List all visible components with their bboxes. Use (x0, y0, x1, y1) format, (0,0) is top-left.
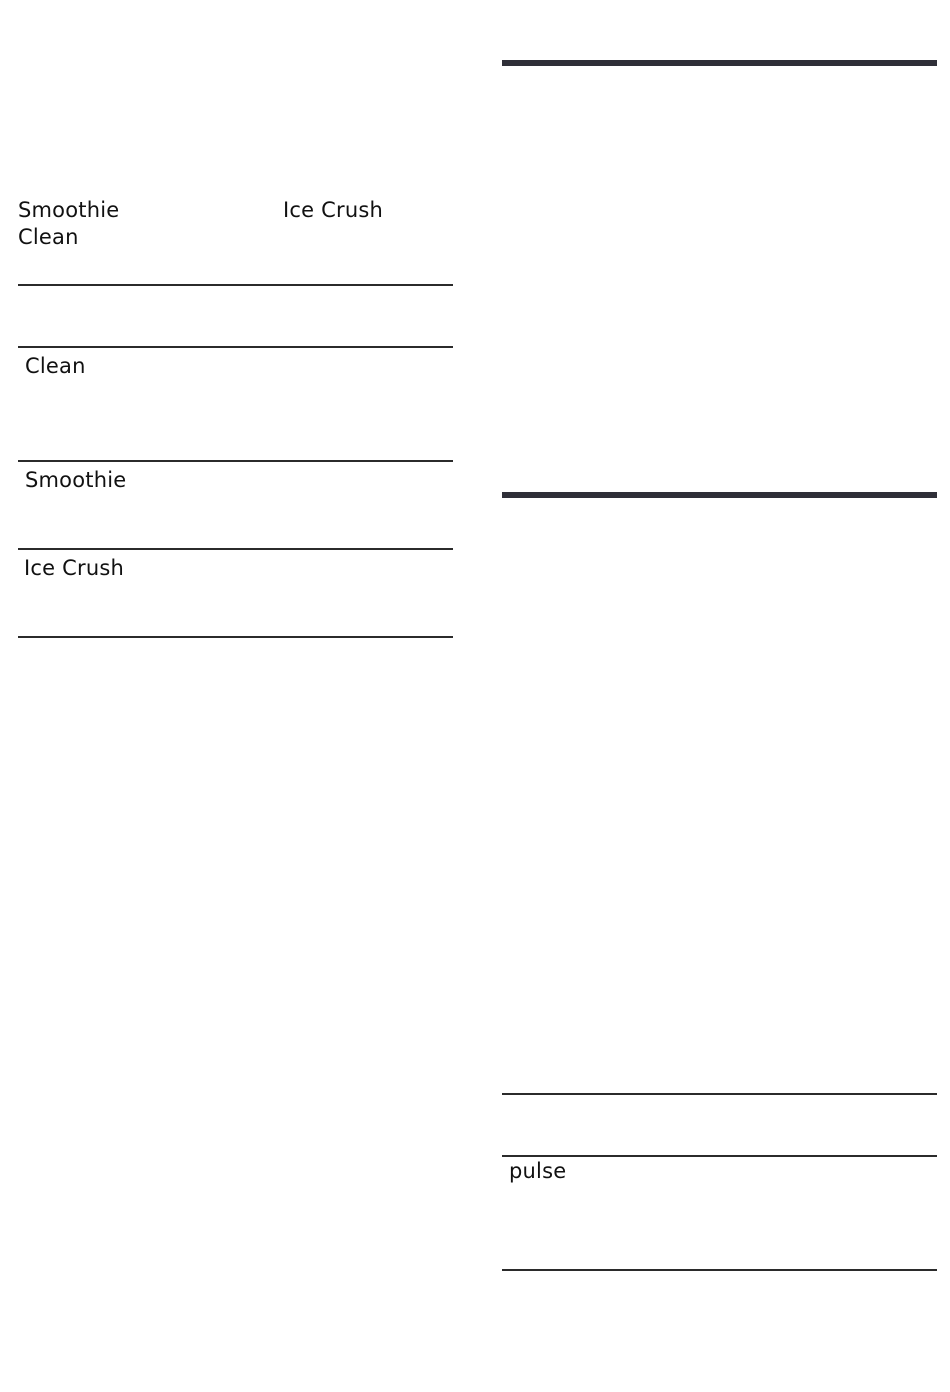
section-heading-rule (502, 60, 937, 66)
table-bottom-rule (502, 1269, 937, 1271)
row-divider (18, 460, 453, 462)
intro-program-clean: Clean (18, 225, 79, 249)
table-row-label: Smoothie (25, 468, 127, 492)
table-top-rule (18, 284, 453, 286)
row-divider (18, 548, 453, 550)
table-top-rule (502, 1093, 937, 1095)
table-header-rule (502, 1155, 937, 1157)
table-bottom-rule (18, 636, 453, 638)
table-header-rule (18, 346, 453, 348)
table-row-label: Ice Crush (24, 556, 124, 580)
section-heading-rule (502, 492, 937, 498)
intro-program-ice-crush: Ice Crush (283, 198, 383, 222)
table-row-label: Clean (25, 354, 86, 378)
table-row-label: pulse (509, 1159, 567, 1183)
intro-program-smoothie: Smoothie (18, 198, 120, 222)
